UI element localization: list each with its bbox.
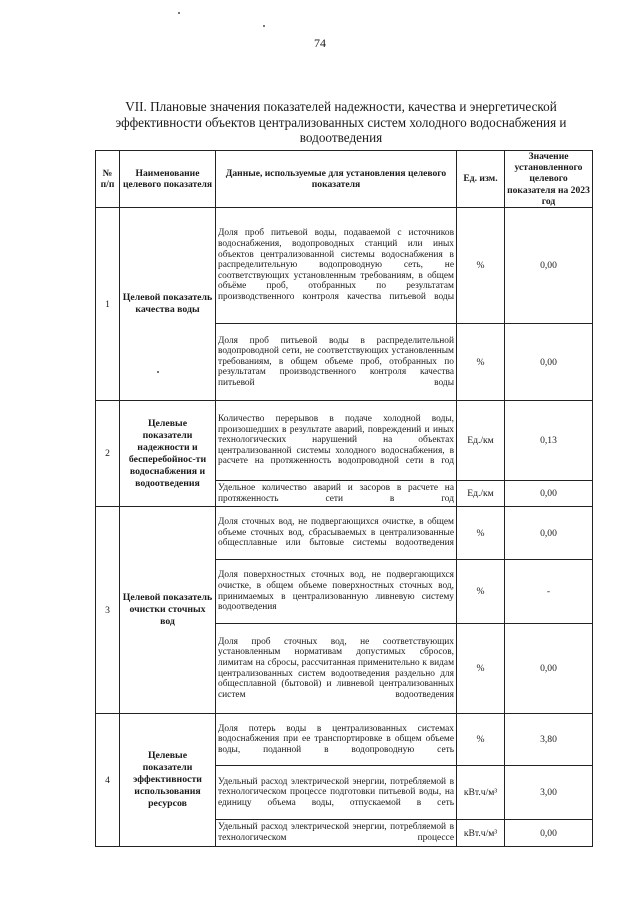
target-value: 3,80 (505, 714, 593, 766)
target-value: 3,00 (505, 766, 593, 820)
unit: Ед./км (457, 481, 505, 507)
indicator-data: Удельный расход электрической энергии, потребляемой в технологическом процессе подготовки питьевой воды, на единицу объема воды, отпускаемой в сеть (216, 766, 457, 820)
row-number: 4 (96, 714, 120, 847)
indicator-name: Целевые показатели надежности и бесперебойнос-ти водоснабжения и водоотведения (120, 401, 216, 507)
indicator-data: Доля проб питьевой воды, подаваемой с источников водоснабжения, водопроводных станций или иных объектов централизованной системы водоснабжения в распределительную водопроводную сеть, не соответствующих установленным требованиям, в общем объёме проб, отобранных по результатам производственного контроля качества питьевой воды (216, 208, 457, 324)
table-row (96, 714, 593, 766)
header-value: Значение установленного целевого показателя на 2023 год (505, 151, 593, 208)
unit: кВт.ч/м³ (457, 820, 505, 847)
header-unit: Ед. изм. (457, 151, 505, 208)
section-title (92, 99, 590, 146)
indicator-name: Целевой показатель качества воды (120, 208, 216, 401)
unit: кВт.ч/м³ (457, 766, 505, 820)
indicator-data: Удельный расход электрической энергии, потребляемой в технологическом процессе (216, 820, 457, 847)
indicator-data: Количество перерывов в подаче холодной воды, произошедших в результате аварий, повреждений и иных технологических нарушений на объектах централизованной системы холодного водоснабжения, в расчете на протяженность водопроводной сети в год (216, 401, 457, 481)
target-value: 0,00 (505, 507, 593, 560)
unit: % (457, 507, 505, 560)
scan-speck (157, 371, 159, 373)
unit: Ед./км (457, 401, 505, 481)
unit: % (457, 560, 505, 624)
header-num: № п/п (96, 151, 120, 208)
title-line: эффективности объектов централизованных систем холодного водоснабжения и (115, 114, 567, 130)
header-row (96, 151, 593, 208)
header-name: Наименование целевого показателя (120, 151, 216, 208)
row-number: 3 (96, 507, 120, 714)
page-number: 74 (314, 36, 326, 50)
indicator-data: Доля проб сточных вод, не соответствующих установленным нормативам допустимых сбросов, лимитам на сбросы, рассчитанная применительно к видам централизованных систем водоотведения раздельно для общесплавной (бытовой) и ливневой централизованных систем водоотведения (216, 624, 457, 714)
indicator-name: Целевые показатели эффективности использования ресурсов (120, 714, 216, 847)
scan-speck (263, 25, 265, 27)
table-row (96, 208, 593, 324)
target-value: 0,00 (505, 208, 593, 324)
unit: % (457, 714, 505, 766)
target-value: 0,00 (505, 324, 593, 401)
unit: % (457, 624, 505, 714)
header-data: Данные, используемые для установления целевого показателя (216, 151, 457, 208)
target-value: 0,13 (505, 401, 593, 481)
title-line: водоотведения (299, 130, 383, 145)
row-number: 2 (96, 401, 120, 507)
target-value: 0,00 (505, 820, 593, 847)
unit: % (457, 324, 505, 401)
indicators-table (95, 150, 593, 847)
indicator-data: Доля потерь воды в централизованных системах водоснабжения при ее транспортировке в общем объеме воды, поданной в водопроводную сеть (216, 714, 457, 766)
indicator-data: Удельное количество аварий и засоров в расчете на протяженность сети в год (216, 481, 457, 507)
target-value: - (505, 560, 593, 624)
table-row (96, 401, 593, 481)
target-value: 0,00 (505, 624, 593, 714)
table-row (96, 507, 593, 560)
target-value: 0,00 (505, 481, 593, 507)
indicator-data: Доля сточных вод, не подвергающихся очистке, в общем объеме сточных вод, сбрасываемых в централизованные общесплавные или бытовые системы водоотведения (216, 507, 457, 560)
indicator-data: Доля поверхностных сточных вод, не подвергающихся очистке, в общем объеме поверхностных сточных вод, принимаемых в централизованную ливневую систему водоотведения (216, 560, 457, 624)
unit: % (457, 208, 505, 324)
scan-speck (178, 12, 180, 14)
indicator-data: Доля проб питьевой воды в распределительной водопроводной сети, не соответствующих установленным требованиям, в общем объеме проб, отобранных по результатам производственного контроля качества питьевой воды (216, 324, 457, 401)
row-number: 1 (96, 208, 120, 401)
indicator-name: Целевой показатель очистки сточных вод (120, 507, 216, 714)
title-line: VII. Плановые значения показателей надежности, качества и энергетической (125, 99, 557, 114)
